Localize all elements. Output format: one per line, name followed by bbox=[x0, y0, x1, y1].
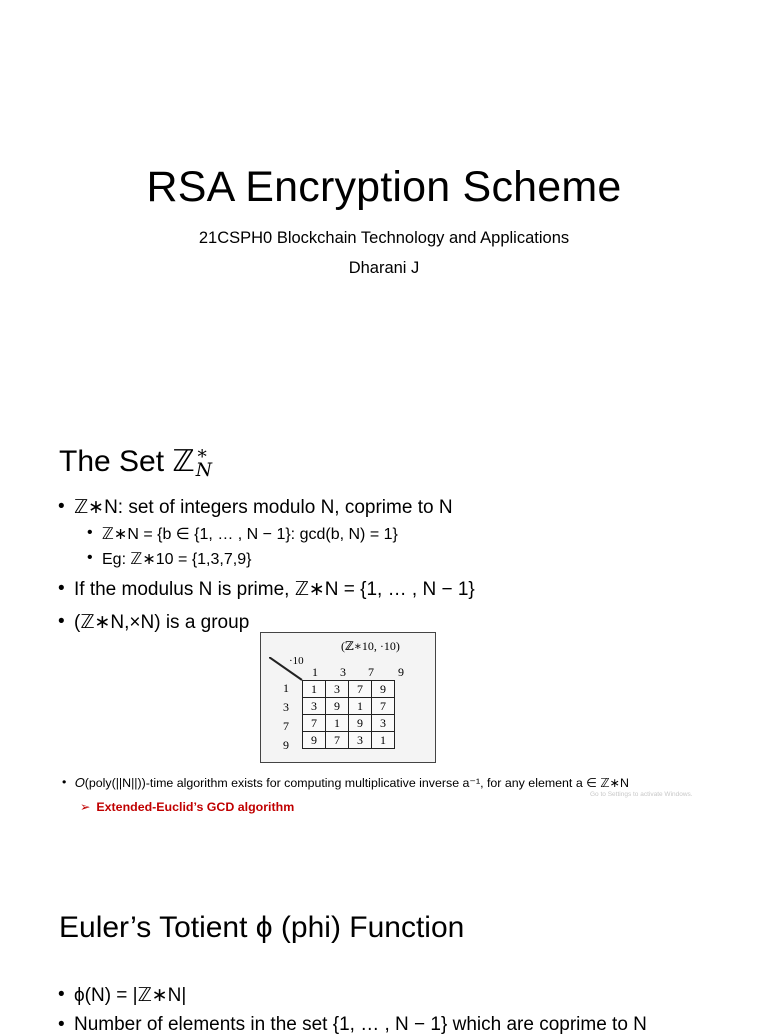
table-row bbox=[303, 732, 395, 749]
row-header: 1 bbox=[283, 681, 289, 695]
euclid-note-text: Extended-Euclid’s GCD algorithm bbox=[96, 800, 295, 814]
arrow-icon: ➢ bbox=[80, 800, 91, 814]
table-cell: 1 bbox=[326, 715, 349, 732]
section-heading-totient: Euler’s Totient ϕ (phi) Function bbox=[59, 911, 465, 944]
col-header: 7 bbox=[368, 665, 374, 679]
bullet-phi-definition: • ϕ(N) = |ℤ∗N| bbox=[58, 984, 186, 1007]
table-cell: 9 bbox=[303, 732, 326, 749]
multiplication-table-figure bbox=[260, 632, 436, 763]
table-cell: 3 bbox=[372, 715, 395, 732]
author-name: Dharani J bbox=[348, 259, 420, 277]
table-row bbox=[303, 698, 395, 715]
bullet-group: • (ℤ∗N,×N) is a group bbox=[58, 611, 249, 634]
table-cell: 9 bbox=[349, 715, 372, 732]
table-cell: 9 bbox=[326, 698, 349, 715]
table-cell: 7 bbox=[349, 681, 372, 698]
table-cell: 3 bbox=[349, 732, 372, 749]
table-cell: 7 bbox=[372, 698, 395, 715]
note-bullet: • bbox=[62, 775, 67, 789]
bullet-prime-modulus: • If the modulus N is prime, ℤ∗N = {1, … , N − 1} bbox=[58, 578, 475, 601]
row-header: 7 bbox=[283, 719, 289, 733]
slide-title: RSA Encryption Scheme bbox=[146, 163, 622, 211]
course-subtitle: 21CSPH0 Blockchain Technology and Applications bbox=[198, 229, 570, 247]
title-slide bbox=[0, 0, 768, 400]
row-header: 3 bbox=[283, 700, 289, 714]
bullet-set-notation: • ℤ∗N = {b ∈ {1, … , N − 1}: gcd(b, N) = 1} bbox=[89, 524, 398, 544]
bullet-phi-count: • Number of elements in the set {1, … , N − 1} which are coprime to N bbox=[58, 1014, 647, 1036]
euclid-note bbox=[80, 799, 294, 814]
col-header: 1 bbox=[312, 665, 318, 679]
heading-scripts: ∗ N bbox=[195, 443, 213, 482]
table-cell: 7 bbox=[303, 715, 326, 732]
table-cell: 3 bbox=[326, 681, 349, 698]
table-caption: (ℤ∗10, ·10) bbox=[341, 639, 400, 653]
col-header: 3 bbox=[340, 665, 346, 679]
table-grid bbox=[302, 680, 395, 749]
section-heading-set bbox=[59, 444, 212, 480]
row-header: 9 bbox=[283, 738, 289, 752]
table-cell: 9 bbox=[372, 681, 395, 698]
activation-watermark: Go to Settings to activate Windows. bbox=[590, 791, 693, 798]
table-cell: 3 bbox=[303, 698, 326, 715]
table-cell: 1 bbox=[372, 732, 395, 749]
bullet-example: • Eg: ℤ∗10 = {1,3,7,9} bbox=[89, 549, 251, 569]
table-row bbox=[303, 715, 395, 732]
table-cell: 7 bbox=[326, 732, 349, 749]
table-operator: ·10 bbox=[289, 655, 304, 667]
col-header: 9 bbox=[398, 665, 404, 679]
table-cell: 1 bbox=[349, 698, 372, 715]
table-row bbox=[303, 681, 395, 698]
table-cell: 1 bbox=[303, 681, 326, 698]
note-text: 𝑂(poly(||N||))-time algorithm exists for computing multiplicative inverse a⁻¹, for any element a ∈ ℤ∗N bbox=[75, 776, 629, 790]
heading-text: The Set ℤ bbox=[59, 445, 195, 478]
inverse-note bbox=[62, 775, 687, 791]
bullet-definition: • ℤ∗N: set of integers modulo N, coprime to N bbox=[58, 496, 453, 519]
